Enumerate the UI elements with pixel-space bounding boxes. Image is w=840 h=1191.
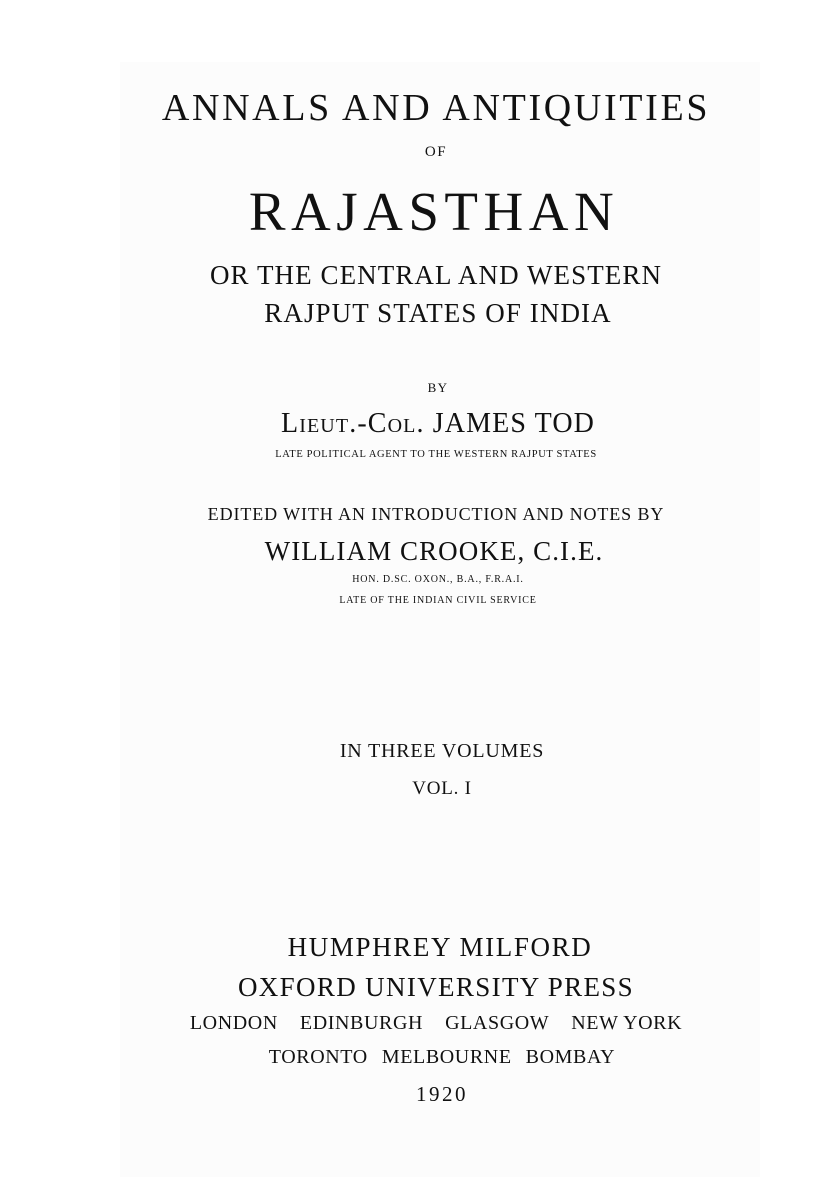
editor-name: WILLIAM CROOKE, C.I.E.	[264, 536, 604, 566]
volumes-note: IN THREE VOLUMES	[339, 740, 545, 762]
editor-role: LATE OF THE INDIAN CIVIL SERVICE	[339, 595, 537, 606]
author-role: LATE POLITICAL AGENT TO THE WESTERN RAJPUT STATES	[275, 449, 597, 460]
city: LONDON	[189, 1012, 278, 1034]
subtitle-line1: OR THE CENTRAL AND WESTERN	[209, 260, 663, 290]
city: GLASGOW	[445, 1012, 550, 1034]
author-name: JAMES TOD	[432, 408, 596, 439]
book-main-title: RAJASTHAN	[248, 181, 620, 242]
city: MELBOURNE	[381, 1046, 512, 1068]
by-label: BY	[427, 380, 449, 395]
author-line	[18, 408, 840, 440]
publisher-press: OXFORD UNIVERSITY PRESS	[237, 972, 635, 1002]
volume-number: VOL. I	[412, 778, 472, 799]
publication-year: 1920	[415, 1082, 469, 1106]
city: EDINBURGH	[299, 1012, 424, 1034]
book-title-line1: ANNALS AND ANTIQUITIES	[161, 87, 711, 129]
city: TORONTO	[268, 1046, 368, 1068]
publisher-cities-line1	[16, 1012, 840, 1035]
city: BOMBAY	[525, 1046, 616, 1068]
title-connector-of: OF	[424, 144, 448, 160]
author-rank: Lieut.-Col.	[280, 408, 425, 439]
editor-degrees: HON. D.SC. OXON., B.A., F.R.A.I.	[352, 574, 524, 585]
subtitle-line2: RAJPUT STATES OF INDIA	[264, 298, 612, 328]
editor-intro: EDITED WITH AN INTRODUCTION AND NOTES BY	[207, 504, 665, 524]
publisher-name: HUMPHREY MILFORD	[287, 932, 593, 962]
city: NEW YORK	[571, 1012, 683, 1034]
publisher-cities-line2	[22, 1046, 840, 1069]
